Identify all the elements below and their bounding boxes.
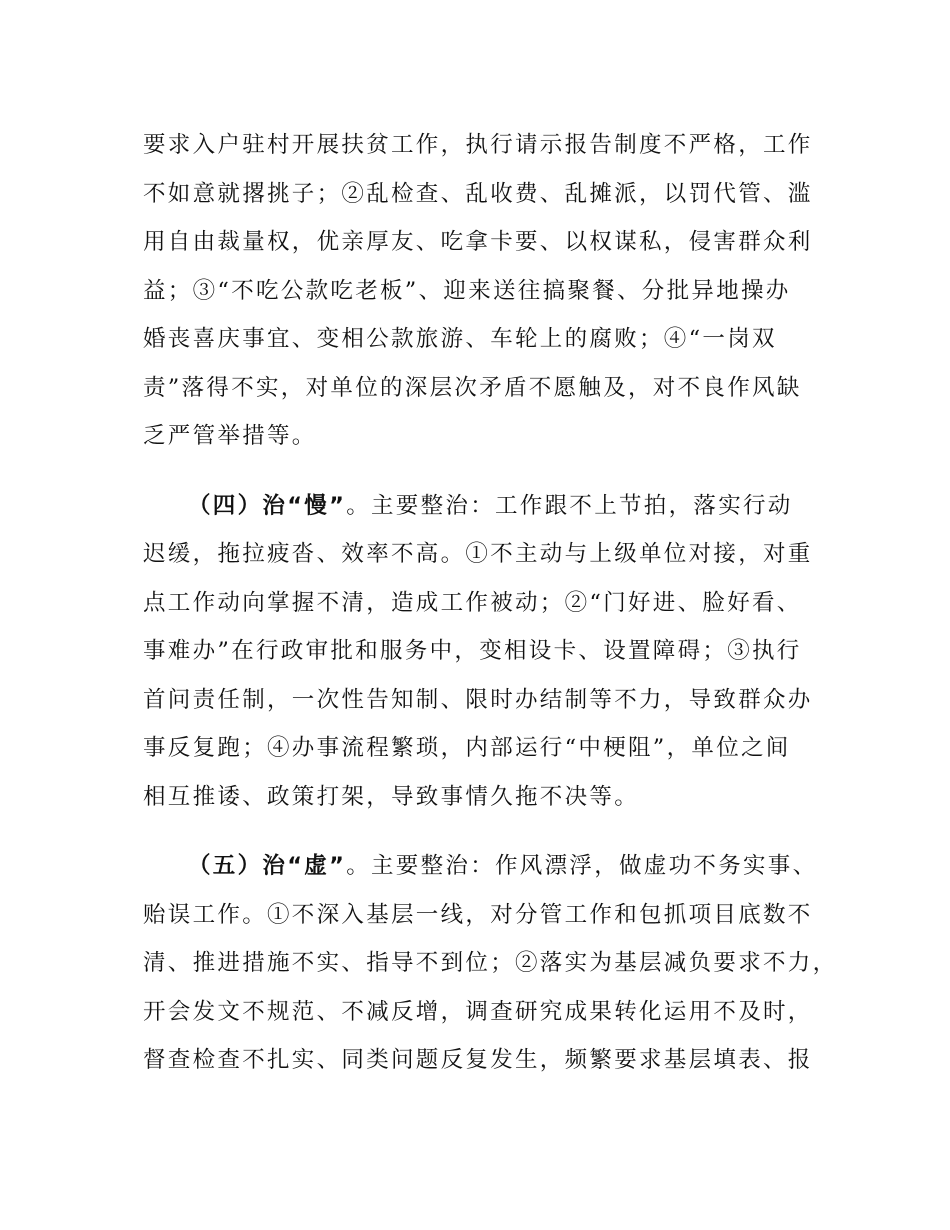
text-line: 开会发文不规范、不减反增，调查研究成果转化运用不及时， — [143, 998, 813, 1025]
text-line: 事难办”在行政审批和服务中，变相设卡、设置障碍；③执行 — [143, 638, 802, 664]
text-line: 首问责任制，一次性告知制、限时办结制等不力，导致群众办 — [143, 686, 813, 713]
text-line: 责”落得不实，对单位的深层次矛盾不愿触及，对不良作风缺 — [143, 374, 802, 401]
text-line: 清、推进措施不实、指导不到位；②落实为基层减负要求不力， — [143, 950, 838, 976]
paragraph-treat-empty — [143, 842, 838, 1085]
text-line: 婚丧喜庆事宜、变相公款旅游、车轮上的腐败；④“一岗双 — [143, 326, 777, 352]
text-line: 不如意就撂挑子；②乱检查、乱收费、乱摊派，以罚代管、滥 — [143, 180, 813, 207]
section-heading: （五）治“虚” — [188, 853, 347, 879]
paragraph-treat-slow — [143, 482, 815, 822]
paragraph-first-line — [143, 482, 815, 531]
section-heading: （四）治“慢” — [188, 492, 347, 519]
paragraph-spacer — [143, 461, 815, 482]
document-body — [143, 121, 838, 1085]
text-line: 要求入户驻村开展扶贫工作，执行请示报告制度不严格，工作 — [143, 132, 813, 158]
text-line: 贻误工作。①不深入基层一线，对分管工作和包抓项目底数不 — [143, 901, 813, 928]
text-line: 事反复跑；④办事流程繁琐，内部运行“中梗阻”，单位之间 — [143, 735, 791, 761]
text-line: 相互推诿、政策打架，导致事情久拖不决等。 — [143, 783, 640, 810]
text-segment: 。主要整治：作风漂浮，做虚功不务实事、 — [346, 853, 818, 879]
text-line: 用自由裁量权，优亲厚友、吃拿卡要、以权谋私，侵害群众利 — [143, 229, 813, 255]
text-line: 迟缓，拖拉疲沓、效率不高。①不主动与上级单位对接，对重 — [143, 541, 813, 567]
text-line: 益；③“不吃公款吃老板”、迎来送往搞聚餐、分批异地操办 — [143, 277, 791, 304]
text-segment: 。主要整治：工作跟不上节拍，落实行动 — [346, 492, 793, 519]
text-line: 乏严管举措等。 — [143, 423, 317, 449]
paragraph-style-problems — [143, 121, 815, 461]
paragraph-first-line — [143, 842, 818, 891]
text-line: 督查检查不扎实、同类问题反复发生，频繁要求基层填表、报 — [143, 1047, 813, 1073]
paragraph-spacer — [143, 821, 815, 842]
text-line: 点工作动向掌握不清，造成工作被动；②“门好进、脸好看、 — [143, 589, 802, 616]
